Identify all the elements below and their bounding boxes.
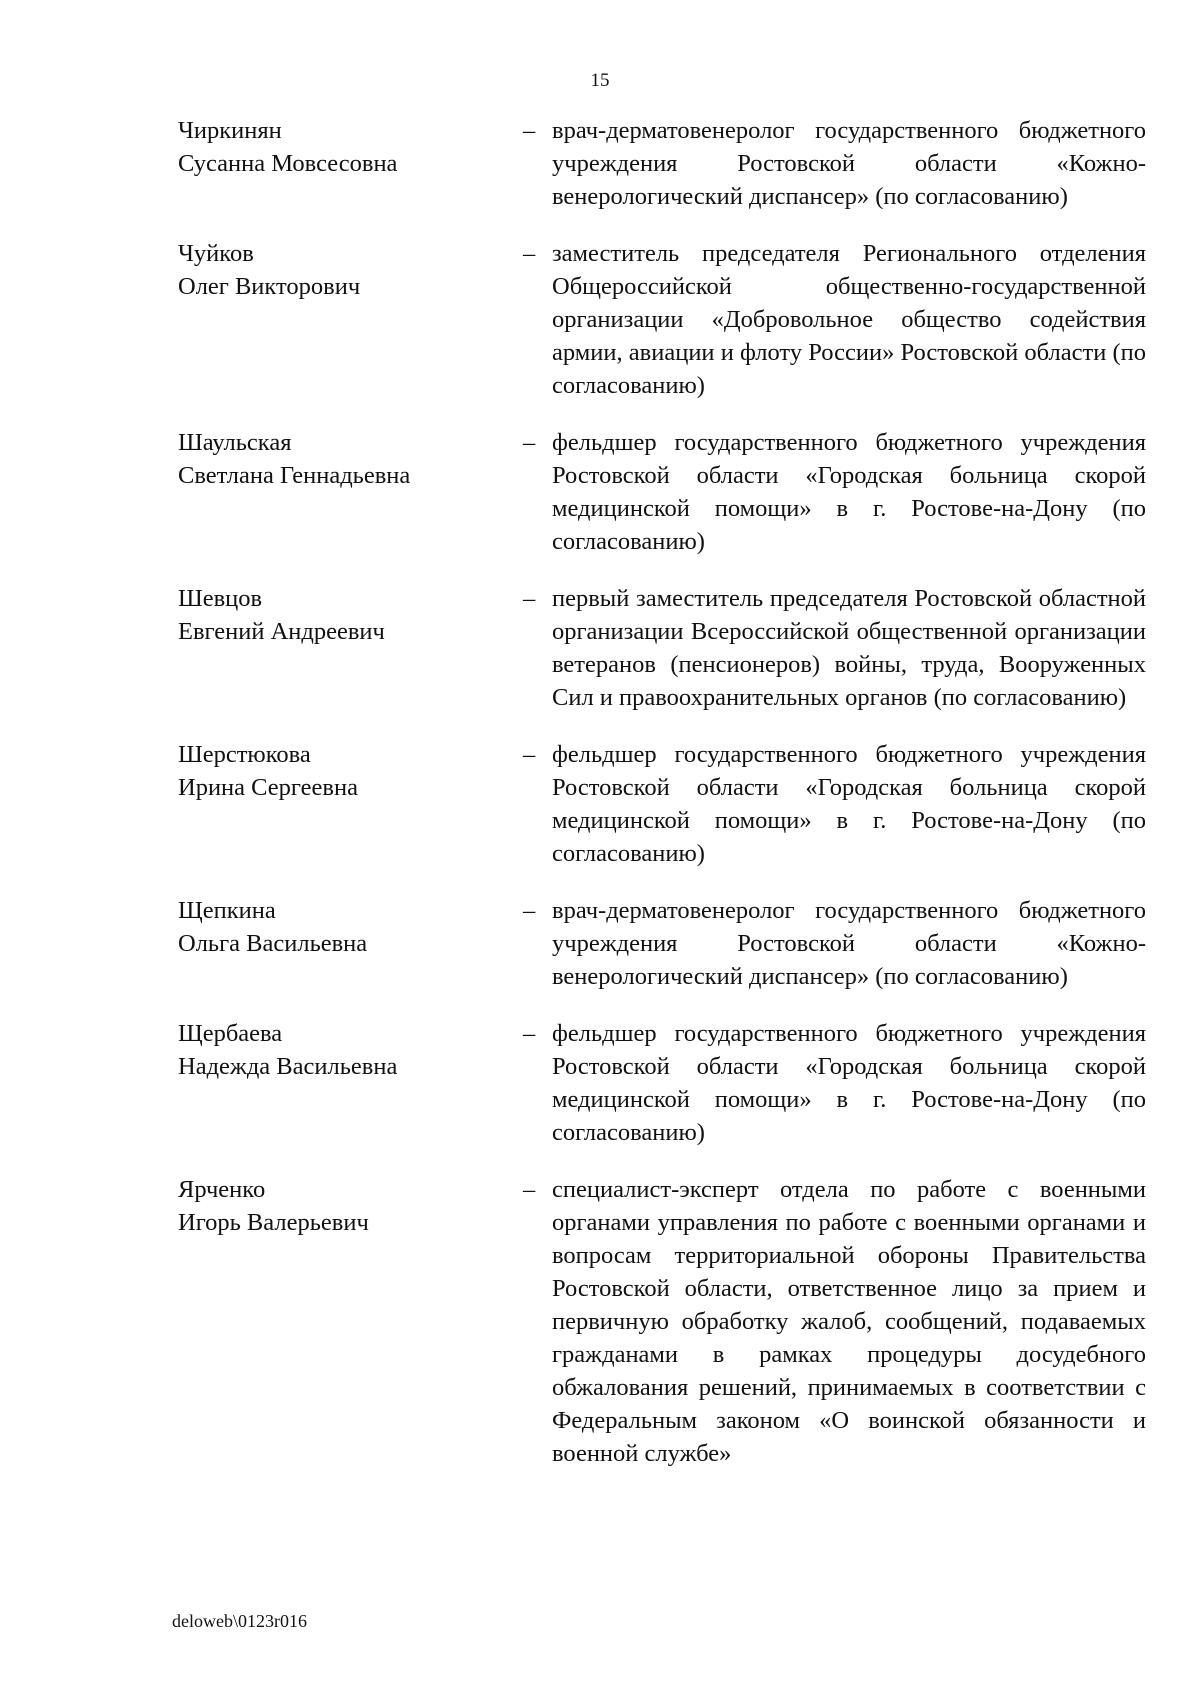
member-name (178, 738, 523, 804)
member-position: заместитель председателя Регионального отделения Общероссийской общественно-государственной организации «Добровольное общество содействия армии, авиации и флоту России» Ростовской области (по согласованию) (552, 240, 1146, 399)
member-entry (178, 894, 1146, 993)
member-surname: Чуйков (178, 240, 254, 267)
member-given-names: Евгений Андреевич (178, 618, 385, 645)
member-position: фельдшер государственного бюджетного учреждения Ростовской области «Городская больница скорой медицинской помощи» в г. Ростове-на-Дону (по согласованию) (552, 741, 1146, 867)
member-given-names: Ольга Васильевна (178, 930, 368, 957)
member-name (178, 237, 523, 303)
dash-separator: – (523, 429, 536, 456)
member-position: специалист-эксперт отдела по работе с военными органами управления по работе с военными органами и вопросам территориальной обороны Правительства Ростовской области, ответственное лицо за прием и первичную обработку жалоб, сообщений, подаваемых гражданами в рамках процедуры досудебного обжалования решений, принимаемых в соответствии с Федеральным законом «О воинской обязанности и военной службе» (552, 1176, 1146, 1467)
member-name (178, 894, 523, 960)
member-name (178, 1017, 523, 1083)
member-name (178, 582, 523, 648)
member-position: первый заместитель председателя Ростовской областной организации Всероссийской общественной организации ветеранов (пенсионеров) войны, труда, Вооруженных Сил и правоохранительных органов (по согласованию) (552, 585, 1146, 711)
dash-separator: – (523, 1176, 536, 1203)
member-surname: Щербаева (178, 1020, 283, 1047)
member-given-names: Ирина Сергеевна (178, 774, 358, 801)
page-number: 15 (590, 70, 610, 91)
member-entry (178, 582, 1146, 714)
member-list (178, 114, 1146, 1494)
member-surname: Ярченко (178, 1176, 266, 1203)
member-given-names: Светлана Геннадьевна (178, 462, 411, 489)
member-position: врач-дерматовенеролог государственного бюджетного учреждения Ростовской области «Кожно-венерологический диспансер» (по согласованию) (552, 117, 1146, 210)
member-position: фельдшер государственного бюджетного учреждения Ростовской области «Городская больница скорой медицинской помощи» в г. Ростове-на-Дону (по согласованию) (552, 1020, 1146, 1146)
member-given-names: Надежда Васильевна (178, 1053, 398, 1080)
member-position: врач-дерматовенеролог государственного бюджетного учреждения Ростовской области «Кожно-венерологический диспансер» (по согласованию) (552, 897, 1146, 990)
member-entry (178, 738, 1146, 870)
dash-separator: – (523, 117, 536, 144)
member-name (178, 426, 523, 492)
dash-separator: – (523, 741, 536, 768)
member-name (178, 114, 523, 180)
dash-separator: – (523, 897, 536, 924)
member-surname: Шаульская (178, 429, 292, 456)
document-code: deloweb\0123r016 (172, 1611, 307, 1631)
dash-separator: – (523, 240, 536, 267)
member-given-names: Олег Викторович (178, 273, 361, 300)
member-entry (178, 426, 1146, 558)
dash-separator: – (523, 585, 536, 612)
member-entry (178, 237, 1146, 402)
member-surname: Шерстюкова (178, 741, 311, 768)
member-entry (178, 114, 1146, 213)
member-surname: Щепкина (178, 897, 276, 924)
member-surname: Шевцов (178, 585, 263, 612)
member-entry (178, 1017, 1146, 1149)
member-surname: Чиркинян (178, 117, 282, 144)
member-given-names: Игорь Валерьевич (178, 1209, 369, 1236)
dash-separator: – (523, 1020, 536, 1047)
member-name (178, 1173, 523, 1239)
member-entry (178, 1173, 1146, 1470)
member-given-names: Сусанна Мовсесовна (178, 150, 398, 177)
member-position: фельдшер государственного бюджетного учреждения Ростовской области «Городская больница скорой медицинской помощи» в г. Ростове-на-Дону (по согласованию) (552, 429, 1146, 555)
